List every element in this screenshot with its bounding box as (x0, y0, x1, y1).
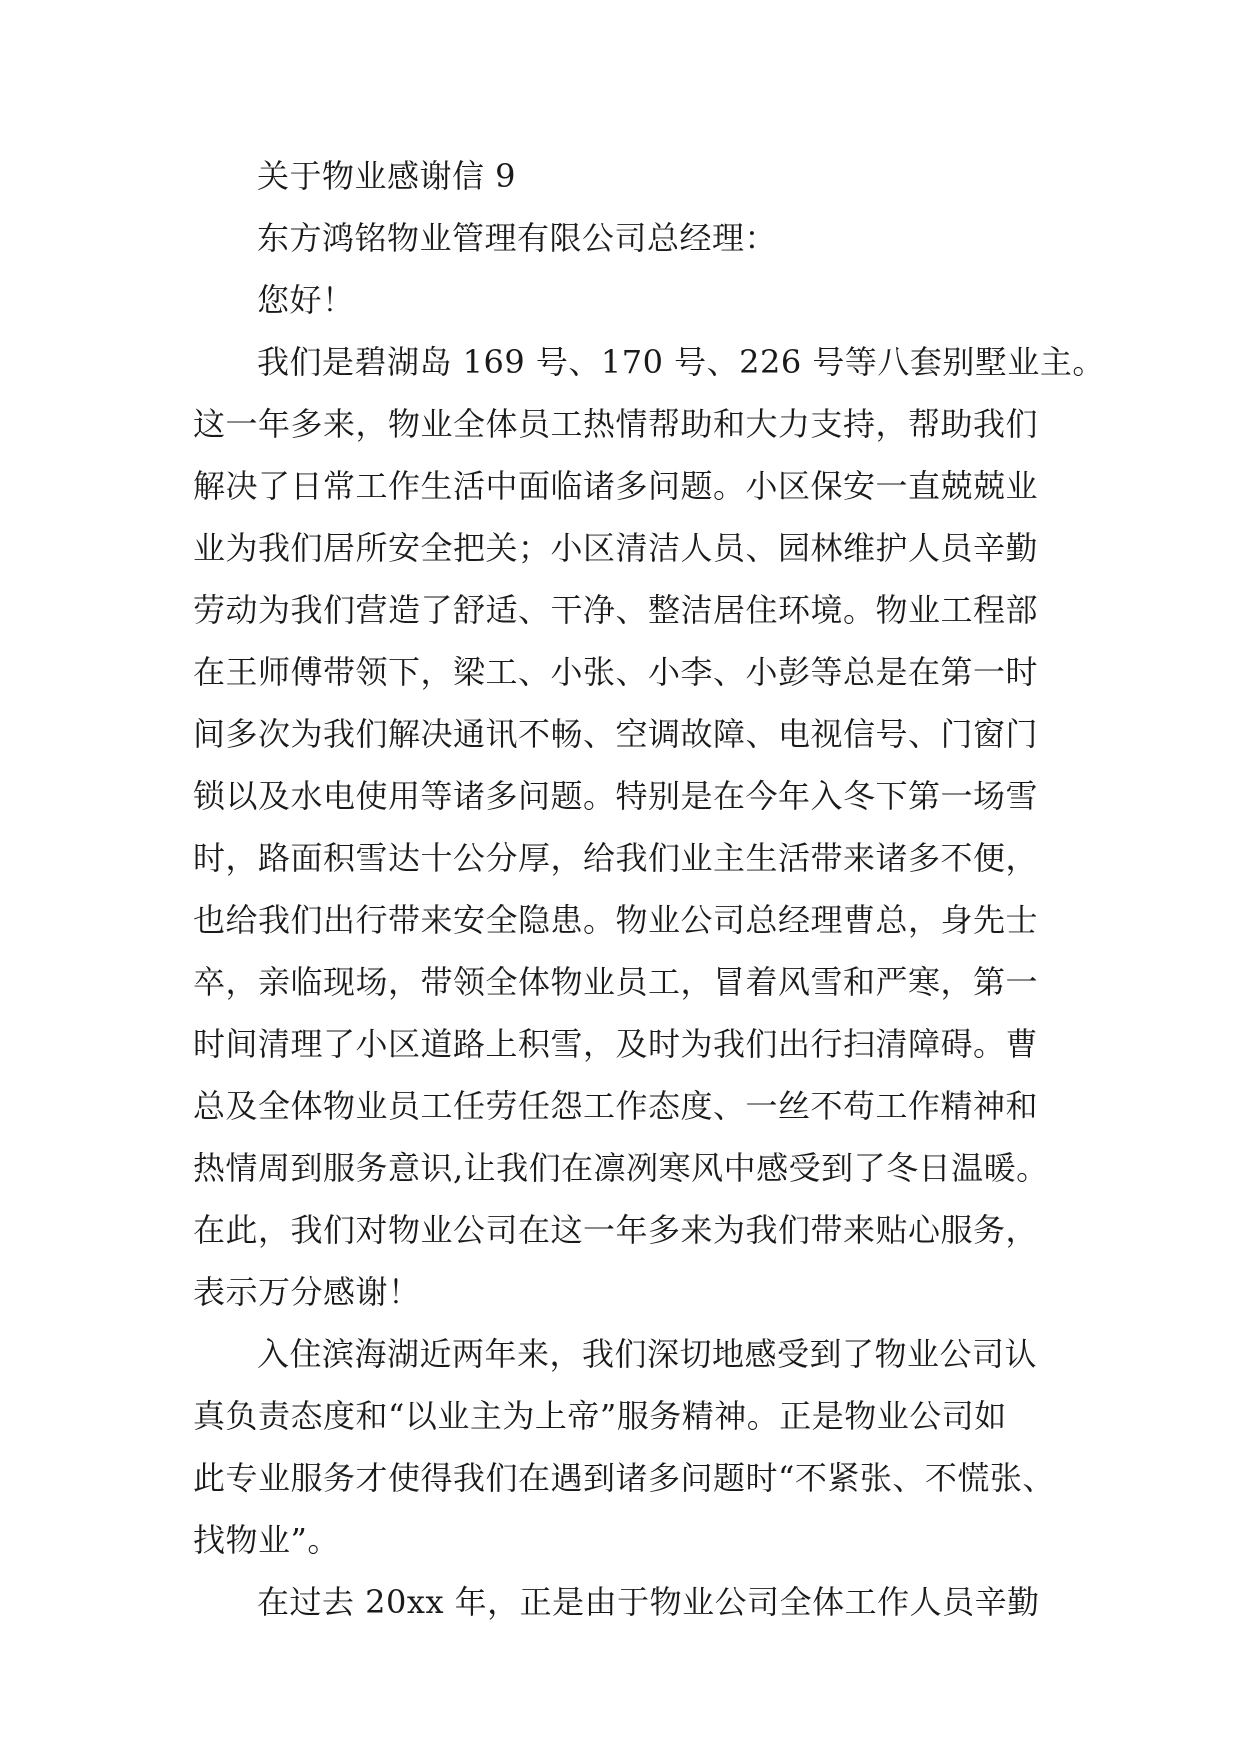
paragraph-line: 间多次为我们解决通讯不畅、空调故障、电视信号、门窗门 (193, 715, 1039, 753)
paragraph-line: 总及全体物业员工任劳任怨工作态度、一丝不苟工作精神和 (193, 1087, 1039, 1125)
paragraph-3 (193, 1571, 1051, 1633)
paragraph-line: 锁以及水电使用等诸多问题。特别是在今年入冬下第一场雪 (193, 777, 1039, 815)
paragraph-1 (193, 331, 1105, 1323)
paragraph-line: 在过去 20xx 年，正是由于物业公司全体工作人员辛勤 (257, 1583, 1040, 1621)
paragraph-line: 解决了日常工作生活中面临诸多问题。小区保安一直兢兢业 (193, 467, 1039, 505)
document-title: 关于物业感谢信 9 (257, 157, 517, 195)
paragraph-line: 这一年多来，物业全体员工热情帮助和大力支持，帮助我们 (193, 405, 1039, 443)
paragraph-2 (193, 1323, 1055, 1571)
paragraph-line: 也给我们出行带来安全隐患。物业公司总经理曹总，身先士 (193, 901, 1039, 939)
paragraph-line: 真负责态度和“以业主为上帝”服务精神。正是物业公司如 (193, 1397, 1007, 1435)
paragraph-line: 卒，亲临现场，带领全体物业员工，冒着风雪和严寒，第一 (193, 963, 1039, 1001)
paragraph-line: 在王师傅带领下，梁工、小张、小李、小彭等总是在第一时 (193, 653, 1039, 691)
paragraph-line: 劳动为我们营造了舒适、干净、整洁居住环境。物业工程部 (193, 591, 1039, 629)
paragraph-line: 热情周到服务意识,让我们在凛冽寒风中感受到了冬日温暖。 (193, 1149, 1049, 1187)
paragraph-line: 我们是碧湖岛 169 号、170 号、226 号等八套别墅业主。 (257, 343, 1105, 381)
paragraph-line: 找物业”。 (193, 1521, 340, 1559)
greeting: 您好！ (257, 281, 355, 319)
paragraph-line: 在此，我们对物业公司在这一年多来为我们带来贴心服务， (193, 1211, 1039, 1249)
paragraph-line: 业为我们居所安全把关；小区清洁人员、园林维护人员辛勤 (193, 529, 1039, 567)
paragraph-line: 入住滨海湖近两年来，我们深切地感受到了物业公司认 (257, 1335, 1038, 1373)
document-body (193, 145, 1105, 1633)
paragraph-line: 表示万分感谢！ (193, 1273, 421, 1311)
paragraph-line: 时，路面积雪达十公分厚，给我们业主生活带来诸多不便， (193, 839, 1039, 877)
paragraph-line: 此专业服务才使得我们在遇到诸多问题时“不紧张、不慌张、 (193, 1459, 1055, 1497)
paragraph-line: 时间清理了小区道路上积雪，及时为我们出行扫清障碍。曹 (193, 1025, 1039, 1063)
salutation: 东方鸿铭物业管理有限公司总经理： (257, 219, 778, 257)
